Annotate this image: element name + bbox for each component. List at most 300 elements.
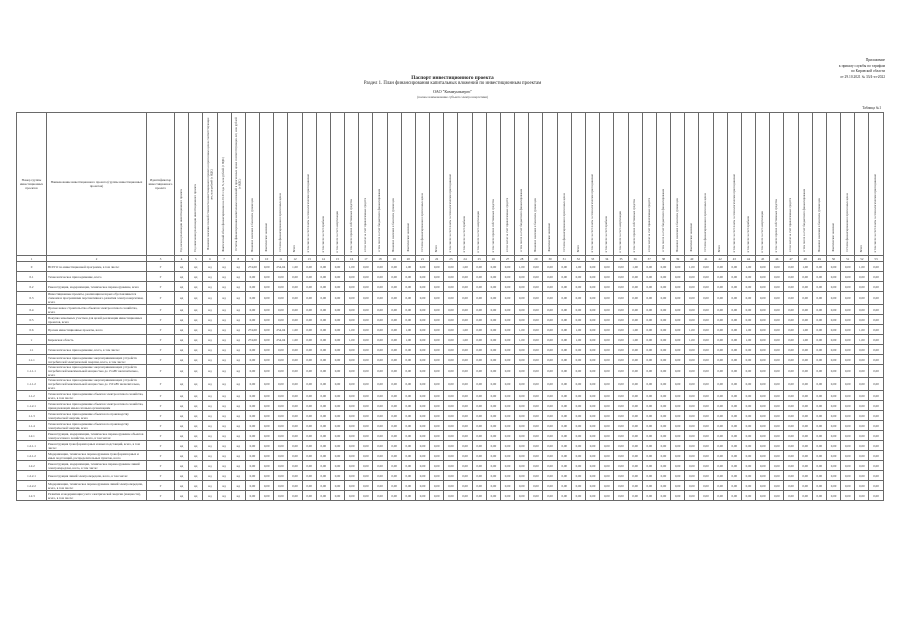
row-value: 0,00	[571, 481, 585, 491]
row-value: 0,00	[359, 391, 373, 401]
row-value: 0,00	[430, 262, 444, 272]
row-value: 0,00	[500, 411, 514, 421]
row-value: 0,00	[486, 335, 500, 345]
row-value: 0,00	[458, 305, 472, 315]
row-value: 0,00	[543, 461, 557, 471]
row-value: 0,00	[529, 272, 543, 282]
row-value: 0,00	[855, 401, 869, 411]
row-value: 0,00	[869, 451, 883, 461]
row-value: 0,00	[245, 411, 259, 421]
row-value: 0,00	[500, 315, 514, 325]
row-value: 0,00	[415, 305, 429, 315]
row-value: 0,00	[826, 325, 840, 335]
row-value: нд	[175, 421, 189, 431]
row-value: 0,00	[869, 345, 883, 355]
header-column	[727, 113, 741, 256]
row-value: 0,00	[245, 431, 259, 441]
row-value: 0,00	[373, 421, 387, 431]
row-value: 0,00	[585, 471, 599, 481]
row-value: 0,00	[841, 378, 855, 391]
header-column-label: в том числе за счет платы за технологическое присоединение	[306, 173, 311, 252]
row-value: нд	[189, 262, 203, 272]
row-value: 0,00	[387, 481, 401, 491]
row-value: 0,00	[812, 345, 826, 355]
row-value: 0,00	[430, 401, 444, 411]
row-value: 0,00	[330, 335, 344, 345]
row-value: 0,00	[699, 491, 713, 501]
row-value: 0,00	[826, 401, 840, 411]
row-value: 0,00	[826, 461, 840, 471]
row-value: 0,00	[373, 378, 387, 391]
row-value: 0,00	[330, 471, 344, 481]
row-value: 0,00	[798, 272, 812, 282]
row-value: 0,00	[614, 441, 628, 451]
row-value: 0,00	[770, 391, 784, 401]
row-value: 0,00	[571, 365, 585, 378]
row-value: 0,00	[770, 441, 784, 451]
row-value: нд	[189, 378, 203, 391]
row-value: 0,00	[486, 441, 500, 451]
row-value: 0,00	[373, 451, 387, 461]
row-value: 1,00	[345, 262, 359, 272]
row-value: 0,00	[543, 401, 557, 411]
row-value: 0,00	[316, 315, 330, 325]
row-value: 0,00	[288, 461, 302, 471]
header-column	[713, 113, 727, 256]
row-value: 0,00	[302, 335, 316, 345]
row-value: 0,00	[543, 411, 557, 421]
row-value: 0,00	[359, 491, 373, 501]
row-value: 0,00	[770, 305, 784, 315]
row-project-name: ВСЕГО по инвестиционной программе, в том числе:	[47, 262, 147, 272]
row-value: 0,00	[274, 272, 288, 282]
row-value: 0,00	[245, 282, 259, 292]
row-value: 254,04	[274, 325, 288, 335]
row-value: 0,00	[486, 325, 500, 335]
row-value: 0,00	[288, 491, 302, 501]
row-value: 0,00	[557, 461, 571, 471]
row-value: нд	[231, 391, 245, 401]
row-value: 0,00	[472, 481, 486, 491]
row-value: 0,00	[302, 355, 316, 365]
row-value: 0,00	[359, 411, 373, 421]
row-value: 0,00	[260, 365, 274, 378]
row-value: 0,00	[628, 305, 642, 315]
row-value: 0,00	[557, 441, 571, 451]
row-value: 0,00	[529, 305, 543, 315]
row-value: 0,00	[571, 441, 585, 451]
row-value: 0,00	[515, 378, 529, 391]
row-value: нд	[231, 282, 245, 292]
column-number: 14	[316, 256, 330, 262]
row-value: 0,00	[401, 345, 415, 355]
row-value: нд	[231, 401, 245, 411]
row-value: 0,00	[557, 391, 571, 401]
document-subtitle: Раздел 1. План финансирования капитальных вложений по инвестиционным проектам	[363, 81, 542, 86]
row-value: 0,00	[727, 378, 741, 391]
column-number: 50	[826, 256, 840, 262]
row-value: 0,00	[316, 441, 330, 451]
row-value: 0,00	[614, 305, 628, 315]
row-value: 0,00	[685, 365, 699, 378]
row-value: 0,00	[543, 491, 557, 501]
row-value: 0,00	[656, 471, 670, 481]
row-value: 0,00	[415, 401, 429, 411]
column-number: 18	[373, 256, 387, 262]
row-value: 0,00	[585, 345, 599, 355]
row-value: 0,00	[713, 365, 727, 378]
row-number: 1.1.1.1	[17, 365, 47, 378]
row-value: 0,00	[571, 345, 585, 355]
row-value: нд	[175, 325, 189, 335]
row-value: 0,00	[316, 391, 330, 401]
row-value: 0,00	[444, 471, 458, 481]
row-value: 0,00	[330, 282, 344, 292]
row-value: 0,00	[274, 491, 288, 501]
row-value: 0,00	[685, 315, 699, 325]
row-value: 0,00	[585, 365, 599, 378]
header-column	[557, 113, 571, 256]
row-value: 0,00	[812, 491, 826, 501]
row-value: 0,00	[529, 365, 543, 378]
table-row	[17, 431, 884, 441]
row-value: 0,00	[798, 282, 812, 292]
row-project-name: Технологическое присоединение объектов по производству электрической энергии, всего	[47, 421, 147, 431]
row-value: 0,00	[444, 481, 458, 491]
row-value: 0,00	[330, 365, 344, 378]
header-column-label: в том числе за счет прибыли	[320, 215, 325, 252]
table-row	[17, 345, 884, 355]
row-value: 0,00	[826, 292, 840, 305]
row-value: 0,00	[472, 491, 486, 501]
row-value: 0,00	[330, 431, 344, 441]
row-value: 0,00	[345, 355, 359, 365]
row-value: нд	[189, 441, 203, 451]
row-value: 0,00	[642, 461, 656, 471]
row-value: 0,00	[387, 292, 401, 305]
header-column	[585, 113, 599, 256]
row-value: 0,00	[656, 282, 670, 292]
row-value: 0,00	[642, 411, 656, 421]
row-value: 0,00	[855, 378, 869, 391]
row-value: 0,00	[430, 391, 444, 401]
row-value: 0,00	[855, 481, 869, 491]
row-value: 0,00	[316, 345, 330, 355]
table-row	[17, 292, 884, 305]
row-value: 0,00	[359, 345, 373, 355]
row-value: нд	[231, 421, 245, 431]
row-value: 1,00	[798, 325, 812, 335]
row-value: 0,00	[571, 305, 585, 315]
row-value: 0,00	[770, 325, 784, 335]
row-value: 0,00	[812, 421, 826, 431]
row-value: 0,00	[345, 491, 359, 501]
row-value: 0,00	[756, 411, 770, 421]
row-value: нд	[175, 391, 189, 401]
row-value: 0,00	[387, 282, 401, 292]
row-value: 0,00	[430, 355, 444, 365]
row-value: 0,00	[444, 282, 458, 292]
row-value: 0,00	[387, 365, 401, 378]
header-column	[699, 113, 713, 256]
row-value: 0,00	[671, 471, 685, 481]
row-value: нд	[217, 315, 231, 325]
row-value: 0,00	[302, 401, 316, 411]
row-value: нд	[175, 315, 189, 325]
row-value: 1,00	[401, 335, 415, 345]
row-value: 0,00	[472, 461, 486, 471]
row-value: 0,00	[869, 282, 883, 292]
row-value: 0,00	[359, 401, 373, 411]
row-value: 0,00	[571, 378, 585, 391]
row-project-id: Г	[147, 355, 175, 365]
row-value: 0,00	[713, 315, 727, 325]
row-value: нд	[175, 378, 189, 391]
row-value: 1,00	[571, 335, 585, 345]
header-column	[642, 113, 656, 256]
row-value: 0,00	[359, 431, 373, 441]
row-value: 0,00	[557, 272, 571, 282]
row-value: нд	[203, 305, 217, 315]
row-value: 0,00	[387, 421, 401, 431]
row-value: 0,00	[500, 345, 514, 355]
row-value: 0,00	[260, 292, 274, 305]
row-value: 0,00	[444, 335, 458, 345]
row-value: 0,00	[529, 345, 543, 355]
row-value: 0,00	[798, 292, 812, 305]
row-value: 0,00	[430, 471, 444, 481]
row-value: нд	[217, 335, 231, 345]
row-value: 0,00	[274, 481, 288, 491]
row-value: 0,00	[500, 325, 514, 335]
row-value: 0,00	[571, 391, 585, 401]
row-value: 0,00	[458, 345, 472, 355]
header-column	[189, 113, 203, 256]
row-value: 0,00	[288, 378, 302, 391]
row-value: 0,00	[543, 325, 557, 335]
row-project-name: Покупка земельных участков для целей реализации инвестиционных проектов, всего	[47, 315, 147, 325]
row-value: 0,00	[515, 491, 529, 501]
row-value: 0,00	[543, 292, 557, 305]
row-value: 0,00	[330, 355, 344, 365]
row-value: нд	[217, 378, 231, 391]
row-value: нд	[189, 345, 203, 355]
row-value: 0,00	[302, 305, 316, 315]
row-value: 0,00	[855, 282, 869, 292]
row-value: 0,00	[798, 491, 812, 501]
row-value: 0,00	[274, 401, 288, 411]
row-value: 0,00	[529, 461, 543, 471]
column-number: 52	[855, 256, 869, 262]
row-value: 0,00	[472, 355, 486, 365]
row-value: 0,00	[472, 345, 486, 355]
row-value: 0,00	[784, 282, 798, 292]
row-project-id: Г	[147, 431, 175, 441]
row-value: 0,00	[302, 378, 316, 391]
row-value: 0,00	[359, 335, 373, 345]
row-value: 0,00	[628, 365, 642, 378]
header-column-label: Год начала реализации инвестиционного проекта	[178, 189, 183, 252]
row-value: 0,00	[415, 262, 429, 272]
row-value: 0,00	[458, 401, 472, 411]
row-value: 0,00	[671, 282, 685, 292]
header-column	[770, 113, 784, 256]
header-column-label: в том числе прочие собственные средства	[774, 198, 779, 252]
row-value: 0,00	[784, 401, 798, 411]
row-value: 0,00	[529, 391, 543, 401]
organization-caption: (полное наименование субъекта электроэнергетики)	[417, 95, 488, 99]
row-value: нд	[231, 325, 245, 335]
column-number: 53	[869, 256, 883, 262]
table-row	[17, 335, 884, 345]
row-value: 0,00	[784, 481, 798, 491]
row-project-name: Технологическое присоединение энергопринимающих устройств потребителей максимальной мощностью до 150 кВт включительно, всего	[47, 378, 147, 391]
row-value: 0,00	[699, 282, 713, 292]
row-value: 0,00	[869, 391, 883, 401]
row-value: 0,00	[458, 481, 472, 491]
row-value: 0,00	[316, 272, 330, 282]
row-value: 0,00	[798, 315, 812, 325]
row-value: 0,00	[628, 461, 642, 471]
table-number-note: Таблица №1	[862, 106, 881, 110]
row-value: 0,00	[345, 391, 359, 401]
row-value: 0,00	[515, 441, 529, 451]
row-value: 0,00	[260, 431, 274, 441]
row-value: 0,00	[472, 441, 486, 451]
row-value: 0,00	[869, 471, 883, 481]
row-value: 0,00	[812, 282, 826, 292]
row-value: 0,00	[274, 365, 288, 378]
row-value: 0,00	[288, 305, 302, 315]
row-value: 0,00	[628, 411, 642, 421]
row-value: 0,00	[841, 421, 855, 431]
row-value: 0,00	[401, 431, 415, 441]
row-value: 0,00	[770, 471, 784, 481]
row-value: 0,00	[770, 461, 784, 471]
row-value: 0,00	[855, 451, 869, 461]
row-project-id: Г	[147, 491, 175, 501]
row-value: 1,00	[571, 325, 585, 335]
header-column	[316, 113, 330, 256]
row-value: 0,00	[401, 282, 415, 292]
row-value: 0,00	[685, 391, 699, 401]
column-number: 23	[444, 256, 458, 262]
column-number: 44	[741, 256, 755, 262]
row-value: 0,00	[316, 262, 330, 272]
row-value: 1,00	[628, 335, 642, 345]
header-column	[798, 113, 812, 256]
row-value: 0,00	[415, 421, 429, 431]
row-value: нд	[231, 461, 245, 471]
row-value: нд	[203, 411, 217, 421]
row-value: 0,00	[826, 481, 840, 491]
row-value: 0,00	[869, 491, 883, 501]
row-value: 0,00	[260, 481, 274, 491]
header-column	[345, 113, 359, 256]
row-value: нд	[175, 461, 189, 471]
row-value: 0,00	[500, 292, 514, 305]
row-value: 0,00	[486, 471, 500, 481]
row-value: 0,00	[430, 411, 444, 421]
row-value: нд	[203, 262, 217, 272]
row-value: 0,00	[614, 365, 628, 378]
row-value: 0,00	[671, 401, 685, 411]
row-value: 0,00	[585, 461, 599, 471]
row-value: 1,00	[855, 335, 869, 345]
row-value: 0,00	[798, 481, 812, 491]
row-value: 0,00	[826, 345, 840, 355]
row-value: 0,00	[260, 282, 274, 292]
table-row	[17, 378, 884, 391]
row-value: 0,00	[656, 431, 670, 441]
row-value: 0,00	[415, 355, 429, 365]
row-value: 0,00	[260, 471, 274, 481]
header-column	[855, 113, 869, 256]
row-value: 0,00	[486, 365, 500, 378]
row-value: 0,00	[458, 315, 472, 325]
row-value: 0,00	[642, 262, 656, 272]
row-value: 0,00	[869, 292, 883, 305]
header-project-id-label: Идентификатор инвестиционного проекта	[148, 178, 173, 190]
header-column	[330, 113, 344, 256]
row-value: 0,00	[685, 345, 699, 355]
row-value: 0,00	[444, 441, 458, 451]
row-value: нд	[189, 272, 203, 282]
header-column-label: в том числе за счет бюджетного финансирования	[660, 189, 665, 252]
column-number: 1	[17, 256, 47, 262]
table-row	[17, 365, 884, 378]
row-value: 0,00	[713, 391, 727, 401]
row-value: 0,00	[600, 461, 614, 471]
row-value: 0,00	[415, 378, 429, 391]
row-project-id: Г	[147, 292, 175, 305]
row-value: 0,00	[812, 305, 826, 315]
row-value: 0,00	[869, 411, 883, 421]
row-value: 0,00	[515, 431, 529, 441]
row-value: нд	[231, 292, 245, 305]
row-value: 0,00	[656, 355, 670, 365]
row-value: 0,00	[756, 262, 770, 272]
row-project-id: Г	[147, 411, 175, 421]
document-title: Паспорт инвестиционного проекта	[411, 75, 494, 81]
row-value: 0,00	[500, 305, 514, 315]
row-value: 0,00	[401, 441, 415, 451]
row-value: 0,00	[500, 378, 514, 391]
row-value: 0,00	[288, 272, 302, 282]
row-value: нд	[189, 325, 203, 335]
row-value: 0,00	[756, 292, 770, 305]
row-value: 0,00	[359, 292, 373, 305]
row-value: 0,00	[642, 451, 656, 461]
header-column	[486, 113, 500, 256]
row-value: 0,00	[841, 461, 855, 471]
row-value: 0,00	[543, 471, 557, 481]
header-column-label: Плановое значение в базисном уровне цен	[391, 197, 396, 252]
row-value: 0,00	[628, 282, 642, 292]
row-value: 0,00	[359, 262, 373, 272]
row-value: 0,00	[288, 411, 302, 421]
row-value: 0,00	[274, 355, 288, 365]
header-group-number-label: Номер группы инвестиционных проектов	[19, 178, 44, 190]
row-value: 0,00	[855, 305, 869, 315]
row-value: 0,00	[600, 305, 614, 315]
row-value: 0,00	[741, 431, 755, 441]
row-value: 0,00	[515, 315, 529, 325]
row-value: 0,00	[345, 305, 359, 315]
row-value: 0,00	[614, 315, 628, 325]
row-value: 0,00	[869, 461, 883, 471]
row-value: 0,00	[770, 292, 784, 305]
